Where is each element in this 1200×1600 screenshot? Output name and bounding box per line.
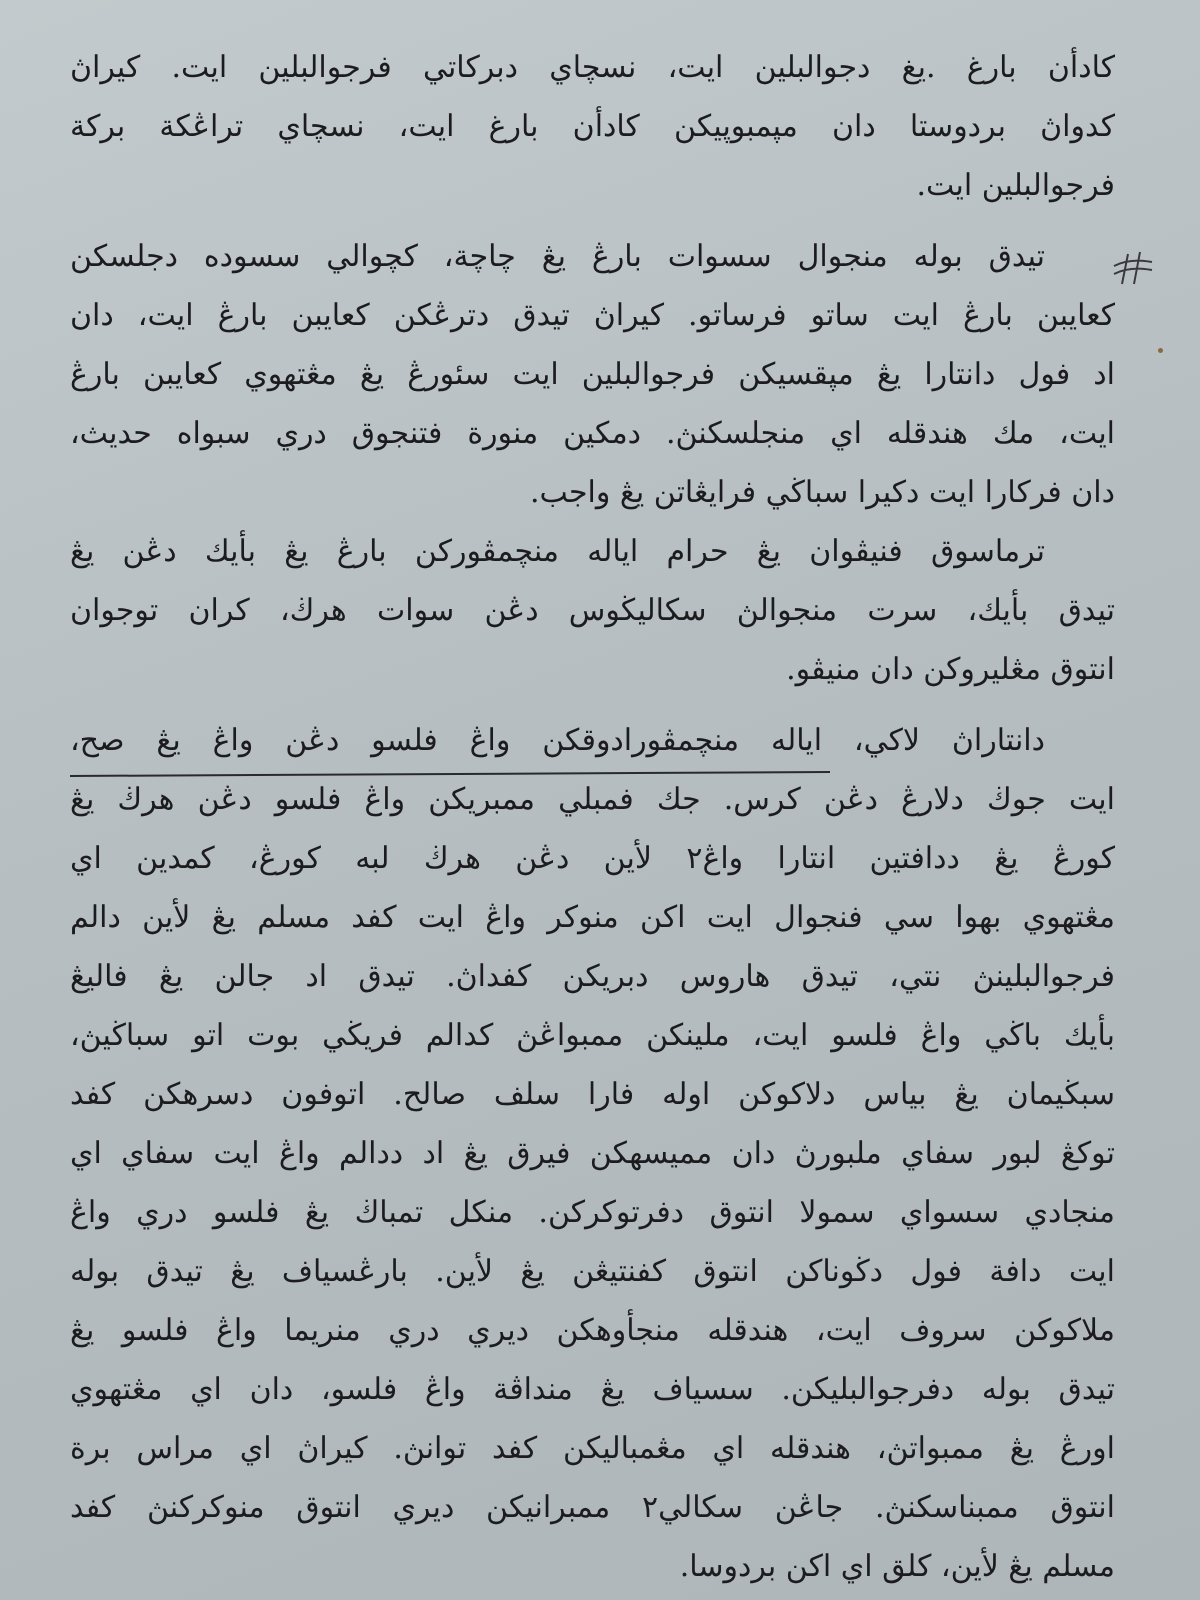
text-line: اورڠ يڠ ممبواتڽ، هندقله اي مڠمباليكن كفد توانڽ. كيراڽ اي مراس برة (70, 1431, 1115, 1466)
text-line: انتوق ممبناسكنڽ. جاڠن سكالي٢ ممبرانيكن ديري انتوق منوكركنڽ كفد (70, 1490, 1115, 1525)
text-line: ملاكوكن سروف ايت، هندقله منجأوهكن ديري دري منريما واڠ فلسو يڠ (70, 1313, 1115, 1348)
text-line: توكڠ لبور سفاي ملبورڽ دان ممیسهكن فيرق يڠ اد ددالم واڠ ايت سفاي اي (70, 1136, 1115, 1171)
text-line: اد فول دانتارا يڠ مپقسيكن فرجوالبلين ايت سئورڠ يڠ مڠتهوي كعايبن بارڠ (70, 357, 1115, 392)
text-line: تيدق بوله دفرجوالبليكن. سسياف يڠ منداڤة واڠ فلسو، دان اي مڠتهوي (70, 1372, 1115, 1407)
body-text (70, 38, 1115, 1596)
text-line: فرجوالبلينڽ نتي، تيدق هاروس دبريكن كفداڽ. تيدق اد جالن يڠ فاليڠ (70, 959, 1115, 994)
text-line: مڠتهوي بهوا سي فنجوال ايت اكن منوكر واڠ ايت كفد مسلم يڠ لأين دالم (70, 900, 1115, 935)
text-line: دان فركارا ايت دكيرا سباڬي فرايڠاتن يڠ واجب. (529, 475, 1115, 510)
text-line: ترماسوق فنيڤوان يڠ حرام اياله منچمڤوركن بارڠ يڠ بأيك دڠن يڠ (70, 534, 1045, 569)
text-line: انتوق مڠليروكن دان منيڤو. (786, 652, 1115, 687)
text-line: مسلم يڠ لأين، كلق اي اكن بردوسا. (679, 1549, 1115, 1584)
text-line: كورڠ يڠ ددافتين انتارا واڠ٢ لأين دڠن هرڬ لبه كورڠ، كمدين اي (70, 841, 1115, 876)
text-line: تيدق بوله منجوال سسوات بارڠ يڠ چاچة، كچوالي سسوده دجلسكن (70, 239, 1045, 274)
text-line: كدواڽ بردوستا دان مپمبوپيكن كادأن بارغ ايت، نسچاي تراڠكة بركة (70, 109, 1115, 144)
text-line: دانتاراڽ لاكي، اياله منچمڤورادوقكن واڠ فلسو دڠن واڠ يڠ صح، (70, 723, 1045, 758)
text-line: بأيك باڬي واڠ فلسو ايت، ملينكن ممبواڠڽ كدالم فريڬي بوت اتو سباڬيڽ، (70, 1018, 1115, 1053)
text-line: منجادي سسواي سمولا انتوق دفرتوكركن. منكل تمباڬ يڠ فلسو دري واڠ (70, 1195, 1115, 1230)
ink-spot (1158, 348, 1163, 353)
text-line: ايت، مك هندقله اي منجلسكنڽ. دمكين منورة فتنجوق دري سبواه حديث، (70, 416, 1115, 451)
handwritten-margin-mark (1110, 248, 1156, 288)
text-line: ايت دافة فول دڬوناكن انتوق كفنتيڠن يڠ لأين. بارڠسياف يڠ تيدق بوله (70, 1254, 1115, 1289)
text-line: كعايبن بارڠ ايت ساتو فرساتو. كيراڽ تيدق دترڠكن كعايبن بارڠ ايت، دان (70, 298, 1115, 333)
text-line: كادأن بارغ .يغ دجوالبلين ايت، نسچاي دبركاتي فرجوالبلين ايت. كيراڽ (70, 50, 1115, 85)
text-line: فرجوالبلين ايت. (916, 168, 1115, 203)
text-line: ايت جوڬ دلارڠ دڠن كرس. جك فمبلي ممبريكن واڠ فلسو دڠن هرڬ يڠ (70, 782, 1115, 817)
text-line: تيدق بأيك، سرت منجوالڽ سكاليڬوس دڠن سوات هرڬ، كران توجوان (70, 593, 1115, 628)
text-line: سبڬيمان يڠ بياس دلاكوكن اوله فارا سلف صالح. اتوفون دسرهكن كفد (70, 1077, 1115, 1112)
